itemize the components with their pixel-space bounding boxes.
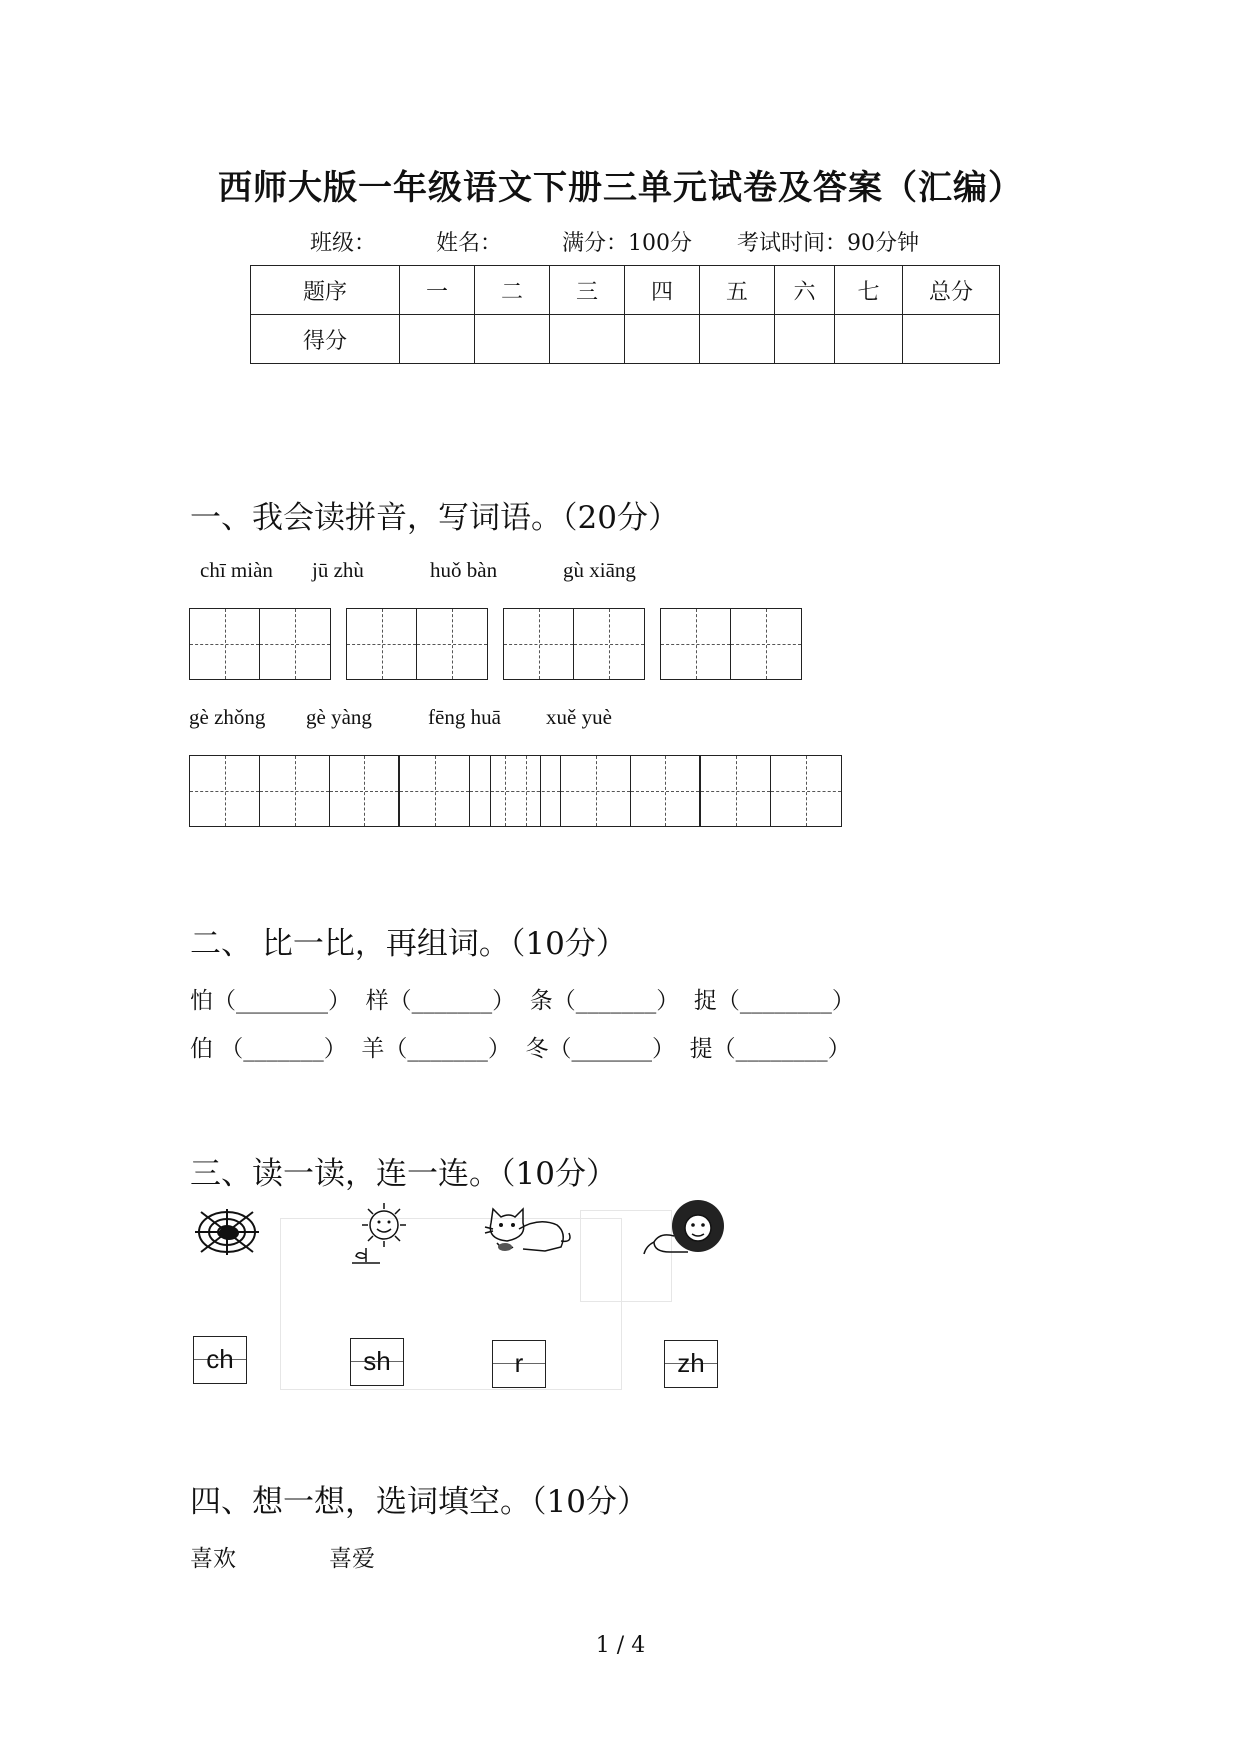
writing-grid[interactable] xyxy=(490,755,842,827)
table-cell: 总分 xyxy=(903,266,1000,315)
section-2-title: 二、 比一比，再组词。（10分） xyxy=(190,926,627,962)
score-input-cell[interactable] xyxy=(550,315,625,364)
pinyin-letter-zh xyxy=(664,1340,718,1388)
letter-label: ch xyxy=(206,1344,234,1374)
page-number: 1 / 4 xyxy=(595,1633,646,1658)
writing-grid[interactable] xyxy=(346,608,488,680)
table-cell: 得分 xyxy=(251,315,400,364)
pinyin: jū zhù xyxy=(312,558,364,582)
sun-flower-icon xyxy=(346,1200,408,1266)
table-cell: 二 xyxy=(475,266,550,315)
writing-grid[interactable] xyxy=(189,608,331,680)
pinyin: huǒ bàn xyxy=(430,558,498,582)
pinyin: fēng huā xyxy=(428,705,501,729)
letter-label: r xyxy=(514,1348,524,1378)
score-input-cell[interactable] xyxy=(400,315,475,364)
page-title: 西师大版一年级语文下册三单元试卷及答案（汇编） xyxy=(218,168,1023,208)
writing-grid[interactable] xyxy=(503,608,645,680)
score-input-cell[interactable] xyxy=(475,315,550,364)
pinyin: xuě yuè xyxy=(546,705,612,729)
lion-icon xyxy=(640,1196,730,1264)
pinyin: gù xiāng xyxy=(563,558,636,582)
table-cell: 三 xyxy=(550,266,625,315)
pinyin-letter-sh xyxy=(350,1338,404,1386)
compare-line-1: 怕（________） 样（_______） 条（_______） 捉（________） xyxy=(190,988,855,1014)
exam-time: 考试时间：90分钟 xyxy=(737,231,919,256)
pinyin: gè zhǒng xyxy=(189,705,266,729)
score-table-score-row xyxy=(251,315,1000,364)
table-cell: 七 xyxy=(835,266,903,315)
spider-web-icon xyxy=(193,1207,261,1257)
score-table xyxy=(250,265,1000,364)
score-table-header-row xyxy=(251,266,1000,315)
compare-line-2: 伯 （_______） 羊（_______） 冬（_______） 提（________） xyxy=(190,1036,851,1062)
score-input-cell[interactable] xyxy=(625,315,700,364)
table-cell: 一 xyxy=(400,266,475,315)
word-option: 喜欢 xyxy=(190,1546,236,1572)
score-input-cell[interactable] xyxy=(700,315,775,364)
table-cell: 四 xyxy=(625,266,700,315)
pinyin: gè yàng xyxy=(306,705,372,729)
section-1-title: 一、我会读拼音，写词语。（20分） xyxy=(190,500,679,536)
writing-grid[interactable] xyxy=(189,755,541,827)
table-cell: 六 xyxy=(775,266,835,315)
score-input-cell[interactable] xyxy=(835,315,903,364)
table-cell: 题序 xyxy=(251,266,400,315)
table-cell: 五 xyxy=(700,266,775,315)
score-input-cell[interactable] xyxy=(775,315,835,364)
word-option: 喜爱 xyxy=(329,1546,375,1572)
letter-label: sh xyxy=(363,1346,391,1376)
pinyin: chī miàn xyxy=(200,558,273,582)
pinyin-letter-ch xyxy=(193,1336,247,1384)
writing-grid[interactable] xyxy=(660,608,802,680)
full-score: 满分：100分 xyxy=(562,231,692,256)
score-input-cell[interactable] xyxy=(903,315,1000,364)
letter-label: zh xyxy=(677,1348,705,1378)
cat-icon xyxy=(483,1203,575,1263)
class-label: 班级： xyxy=(310,231,377,256)
pinyin-letter-r xyxy=(492,1340,546,1388)
section-4-title: 四、想一想，选词填空。（10分） xyxy=(190,1484,648,1520)
name-label: 姓名： xyxy=(436,231,503,256)
section-3-title: 三、读一读，连一连。（10分） xyxy=(190,1156,617,1192)
